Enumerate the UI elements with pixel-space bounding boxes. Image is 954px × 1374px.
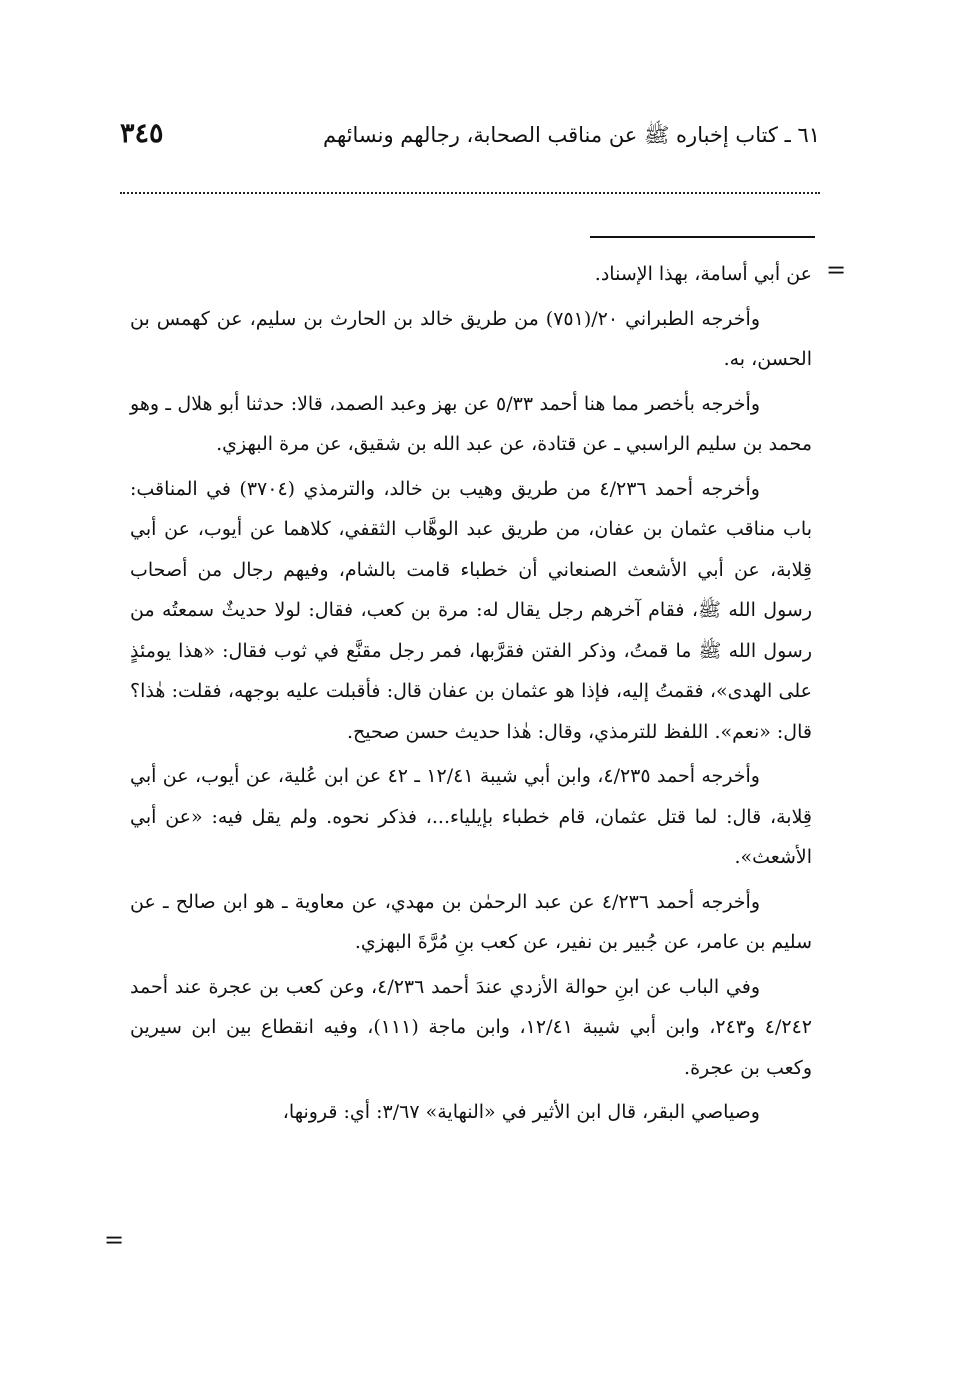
running-title: ٦١ ـ كتاب إخباره ﷺ عن مناقب الصحابة، رجالهم ونسائهم bbox=[323, 123, 820, 147]
dotted-divider bbox=[120, 192, 820, 194]
page-header bbox=[120, 118, 820, 162]
footnote-text bbox=[130, 254, 812, 1137]
footnote-paragraph: وأخرجه الطبراني ٢٠/(٧٥١) من طريق خالد بن الحارث بن سليم، عن كهمس بن الحسن، به. bbox=[130, 307, 812, 370]
continuation-mark-bottom: = bbox=[104, 1226, 125, 1254]
footnote-paragraph: وأخرجه أحمد ٤/٢٣٦ عن عبد الرحمٰن بن مهدي، عن معاوية ـ هو ابن صالح ـ عن سليم بن عامر، عن جُبير بن نفير، عن كعب بنِ مُرَّةَ البهزي. bbox=[130, 890, 812, 953]
footnote-paragraph: عن أبي أسامة، بهذا الإسناد. bbox=[594, 263, 812, 285]
footnote-paragraph: وأخرجه بأخصر مما هنا أحمد ٥/٣٣ عن بهز وعبد الصمد، قالا: حدثنا أبو هلال ـ وهو محمد بن سليم الراسبي ـ عن قتادة، عن عبد الله بن شقيق، عن مرة البهزي. bbox=[130, 392, 812, 455]
continuation-mark-top: = bbox=[826, 256, 847, 284]
page-number: ٣٤٥ bbox=[120, 118, 164, 149]
footnote-separator bbox=[590, 236, 815, 238]
footnote-paragraph: وصياصي البقر، قال ابن الأثير في «النهاية» ٣/٦٧: أي: قرونها، bbox=[282, 1101, 760, 1123]
footnote-paragraph: وأخرجه أحمد ٤/٢٣٦ من طريق وهيب بن خالد، والترمذي (٣٧٠٤) في المناقب: باب مناقب عثمان بن عفان، من طريق عبد الوهَّاب الثقفي، كلاهما عن أيوب، عن أبي قِلابة، عن أبي الأشعث الصنعاني أن خطباء قامت بالشام، وفيهم رجال من أصحاب رسول الله ﷺ، فقام آخرهم رجل يقال له: مرة بن كعب، فقال: لولا حديثٌ سمعتُه من رسول الله ﷺ ما قمتُ، وذكر الفتن فقرَّبها، فمر رجل مقنَّع في ثوب فقال: «هذا يومئذٍ على الهدى»، فقمتُ إليه، فإذا هو عثمان بن عفان قال: فأقبلت عليه بوجهه، فقلت: هٰذا؟ قال: «نعم». اللفظ للترمذي، وقال: هٰذا حديث حسن صحيح. bbox=[130, 477, 812, 743]
footnote-paragraph: وأخرجه أحمد ٤/٢٣٥، وابن أبي شيبة ١٢/٤١ ـ ٤٢ عن ابن عُلية، عن أيوب، عن أبي قِلابة، قال: لما قتل عثمان، قام خطباء بإيلياء...، فذكر نحوه. ولم يقل فيه: «عن أبي الأشعث». bbox=[130, 765, 812, 868]
footnote-paragraph: وفي الباب عن ابنِ حوالة الأزدي عندَ أحمد ٤/٢٣٦، وعن كعب بن عجرة عند أحمد ٤/٢٤٢ و٢٤٣، وابن أبي شيبة ١٢/٤١، وابن ماجة (١١١)، وفيه انقطاع بين ابن سيرين وكعب بن عجرة. bbox=[130, 975, 812, 1079]
